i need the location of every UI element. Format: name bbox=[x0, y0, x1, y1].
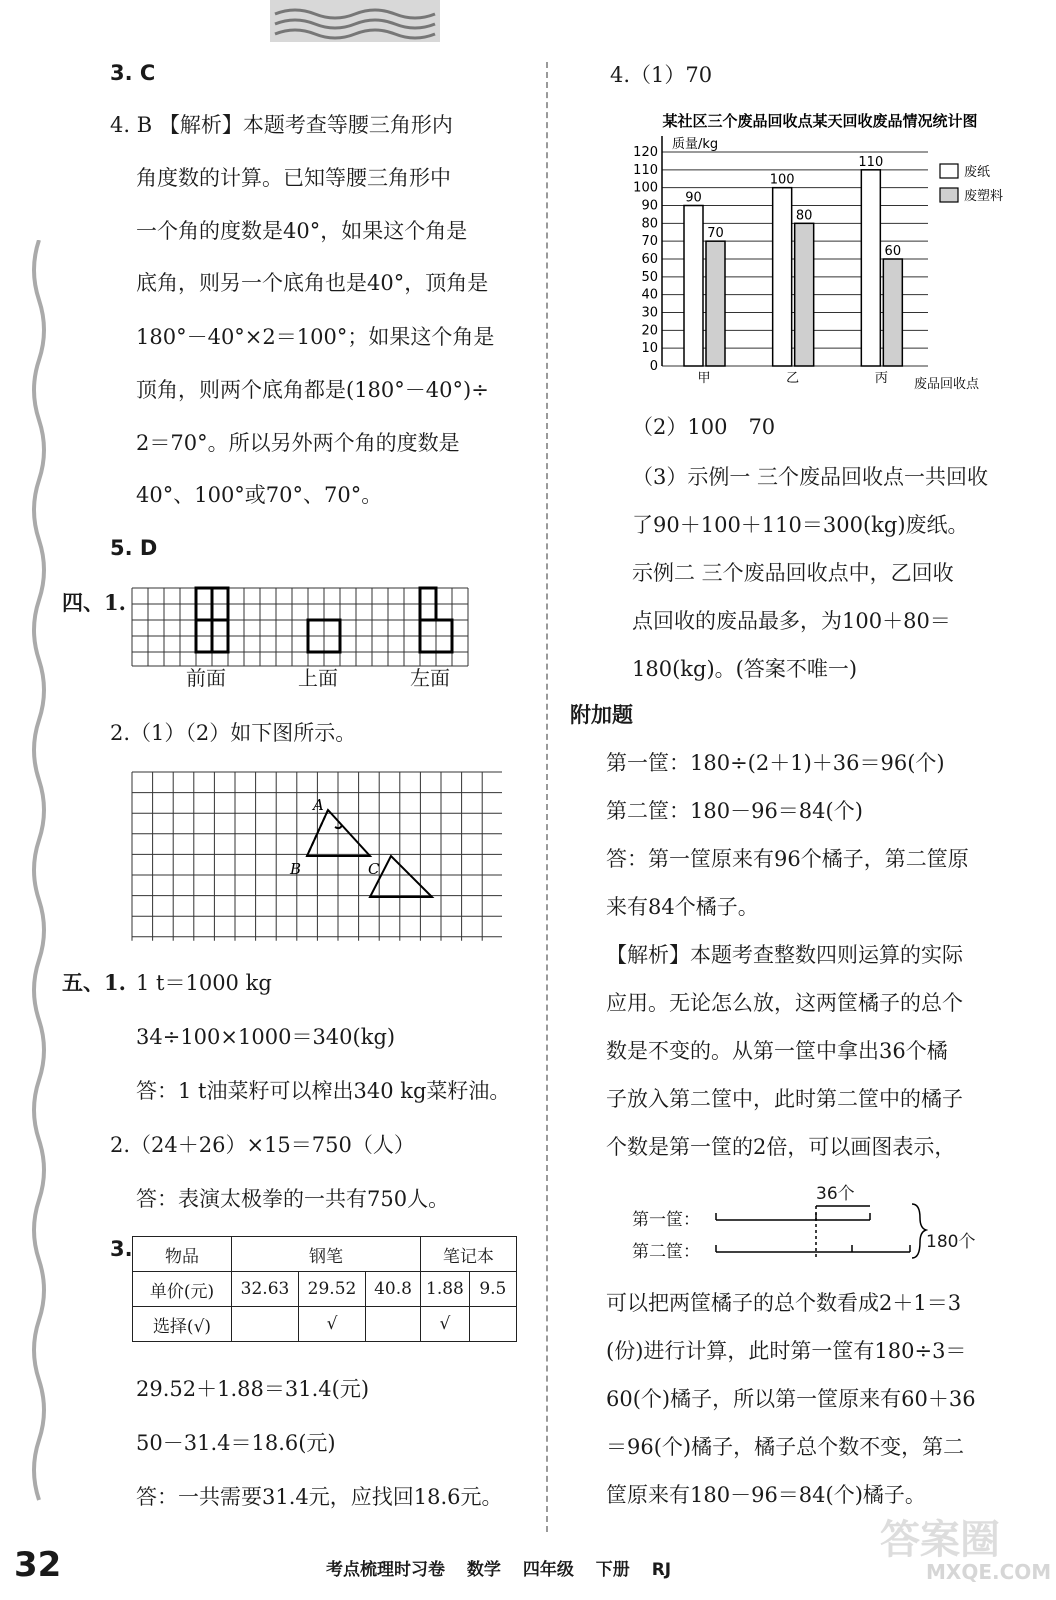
bonus-line: 第一筐：180÷(2＋1)＋36＝96(个) bbox=[606, 751, 945, 775]
x-category-label: 丙 bbox=[874, 371, 888, 386]
q4-line: 2＝70°。所以另外两个角的度数是 bbox=[136, 431, 460, 455]
table-row bbox=[133, 1307, 517, 1342]
bar-value-label: 110 bbox=[858, 154, 884, 170]
footer-edition: RJ bbox=[651, 1560, 672, 1580]
section5-label: 五、1. bbox=[62, 970, 126, 995]
sec5-q1-line: 答：1 t油菜籽可以榨出340 kg菜籽油。 bbox=[136, 1079, 511, 1103]
sec5-q3-line: 50－31.4＝18.6(元) bbox=[136, 1431, 336, 1455]
view-label-top: 上面 bbox=[298, 666, 338, 690]
y-tick-label: 10 bbox=[641, 341, 658, 357]
right-q4-1: 4.（1）70 bbox=[610, 63, 713, 87]
footer-info bbox=[326, 1555, 687, 1580]
footer-book: 考点梳理时习卷 bbox=[326, 1560, 445, 1580]
chart-ylabel: 质量/kg bbox=[672, 137, 719, 152]
three-views-grid bbox=[130, 586, 470, 668]
sec5-q3-line: 29.52＋1.88＝31.4(元) bbox=[136, 1377, 370, 1401]
q4-line: 顶角，则两个底角都是(180°－40°)÷ bbox=[136, 378, 489, 402]
x-category-label: 乙 bbox=[786, 371, 800, 386]
bonus-line2: (份)进行计算，此时第一筐有180÷3＝ bbox=[606, 1339, 967, 1363]
bar-废塑料 bbox=[706, 241, 725, 366]
table-header-cell: 物品 bbox=[133, 1237, 232, 1272]
price-table bbox=[132, 1236, 517, 1342]
bar-废纸 bbox=[684, 206, 703, 367]
table-cell: 单价(元) bbox=[133, 1272, 232, 1307]
bar-废纸 bbox=[861, 170, 880, 366]
bar-value-label: 80 bbox=[795, 208, 813, 224]
margin-squiggle-decoration bbox=[24, 240, 54, 1520]
y-tick-label: 0 bbox=[649, 359, 658, 374]
diagram-36-label: 36个 bbox=[816, 1184, 855, 1204]
sec5-q2-line: 答：表演太极拳的一共有750人。 bbox=[136, 1187, 450, 1211]
chart-xlabel: 废品回收点 bbox=[914, 377, 980, 392]
table-cell: 40.8 bbox=[366, 1272, 421, 1307]
right-q4-2: （2）100 70 bbox=[632, 415, 776, 439]
bonus-line: 【解析】本题考查整数四则运算的实际 bbox=[606, 943, 963, 967]
y-tick-label: 120 bbox=[633, 145, 658, 160]
table-cell: 9.5 bbox=[469, 1272, 516, 1307]
y-tick-label: 100 bbox=[633, 180, 658, 196]
y-tick-label: 90 bbox=[641, 198, 658, 214]
section4-q2: 2.（1）（2）如下图所示。 bbox=[110, 721, 357, 745]
bonus-line2: 可以把两筐橘子的总个数看成2＋1＝3 bbox=[606, 1291, 962, 1315]
bar-value-label: 70 bbox=[707, 226, 724, 242]
y-tick-label: 60 bbox=[641, 252, 658, 267]
bar-value-label: 100 bbox=[769, 172, 795, 188]
table-cell bbox=[366, 1307, 421, 1342]
y-tick-label: 70 bbox=[641, 234, 658, 250]
y-tick-label: 50 bbox=[641, 269, 658, 285]
q4-line: 4. B 【解析】本题考查等腰三角形内 bbox=[110, 113, 453, 137]
bonus-line2: 60(个)橘子，所以第一筐原来有60＋36 bbox=[606, 1387, 976, 1411]
sec5-q3-line: 答：一共需要31.4元，应找回18.6元。 bbox=[136, 1485, 503, 1509]
table-cell: √ bbox=[421, 1307, 470, 1342]
table-header-cell: 笔记本 bbox=[421, 1237, 517, 1272]
legend-label: 废塑料 bbox=[964, 189, 1004, 204]
top-wave-decoration bbox=[270, 0, 440, 42]
q4-line: 180°－40°×2＝100°；如果这个角是 bbox=[136, 325, 495, 349]
view-label-front: 前面 bbox=[186, 666, 226, 690]
legend-swatch bbox=[940, 188, 958, 202]
bar-废塑料 bbox=[883, 259, 902, 366]
bar-废塑料 bbox=[795, 223, 814, 366]
diagram-basket2-label: 第二筐： bbox=[632, 1242, 700, 1262]
bonus-line: 来有84个橘子。 bbox=[606, 895, 759, 919]
x-category-label: 甲 bbox=[697, 371, 711, 386]
bonus-line: 数是不变的。从第一筐中拿出36个橘 bbox=[606, 1039, 948, 1063]
bonus-line: 应用。无论怎么放，这两筐橘子的总个 bbox=[606, 991, 963, 1015]
y-tick-label: 40 bbox=[641, 287, 658, 303]
table-cell bbox=[469, 1307, 516, 1342]
q4-line: 一个角的度数是40°，如果这个角是 bbox=[136, 219, 468, 243]
table-cell: 选择(√) bbox=[133, 1307, 232, 1342]
bar-value-label: 60 bbox=[884, 244, 902, 259]
view-label-left: 左面 bbox=[410, 666, 450, 690]
answer-q5: 5. D bbox=[110, 536, 158, 560]
right-q4-3-line: 180(kg)。(答案不唯一) bbox=[632, 657, 858, 681]
sec5-q1-line: 1 t＝1000 kg bbox=[136, 971, 272, 995]
sec5-q2-line: 2.（24＋26）×15＝750（人） bbox=[110, 1133, 415, 1157]
bonus-title: 附加题 bbox=[570, 703, 633, 727]
footer-volume: 下册 bbox=[595, 1560, 630, 1580]
answer-q3: 3. C bbox=[110, 61, 156, 85]
table-cell: 29.52 bbox=[299, 1272, 366, 1307]
footer-subject: 数学 bbox=[466, 1560, 501, 1580]
section4-label: 四、1. bbox=[62, 590, 126, 615]
vertex-a: A bbox=[313, 796, 324, 814]
bar-废纸 bbox=[773, 188, 792, 366]
table-row bbox=[133, 1237, 517, 1272]
bonus-line: 子放入第二筐中，此时第二筐中的橘子 bbox=[606, 1087, 963, 1111]
y-tick-label: 110 bbox=[633, 162, 658, 178]
chart-title: 某社区三个废品回收点某天回收废品情况统计图 bbox=[662, 112, 978, 130]
bonus-line2: 筐原来有180－96＝84(个)橘子。 bbox=[606, 1483, 926, 1507]
bonus-line2: ＝96(个)橘子，橘子总个数不变，第二 bbox=[606, 1435, 965, 1459]
sec5-q3-label: 3. bbox=[110, 1237, 133, 1261]
legend-label: 废纸 bbox=[964, 165, 991, 180]
table-cell: √ bbox=[299, 1307, 366, 1342]
right-q4-3-line: 示例二 三个废品回收点中，乙回收 bbox=[632, 561, 954, 585]
table-row bbox=[133, 1272, 517, 1307]
table-cell bbox=[232, 1307, 299, 1342]
bonus-line: 答：第一筐原来有96个橘子，第二筐原 bbox=[606, 847, 969, 871]
q4-line: 角度数的计算。已知等腰三角形中 bbox=[136, 166, 451, 190]
table-cell: 32.63 bbox=[232, 1272, 299, 1307]
q4-line: 40°、100°或70°、70°。 bbox=[136, 483, 383, 507]
watermark-logo: 答案圈 bbox=[880, 1517, 1000, 1563]
vertex-b: B bbox=[290, 860, 302, 878]
diagram-basket1-label: 第一筐： bbox=[632, 1210, 700, 1230]
legend-swatch bbox=[940, 164, 958, 178]
diagram-total-label: 180个 bbox=[926, 1232, 976, 1252]
triangle-grid bbox=[130, 770, 502, 944]
y-tick-label: 30 bbox=[641, 305, 658, 321]
footer-grade: 四年级 bbox=[522, 1560, 574, 1580]
vertex-c: C bbox=[368, 860, 380, 878]
watermark-url: MXQE.COM bbox=[926, 1560, 1052, 1584]
bar-chart bbox=[600, 108, 1040, 398]
sec5-q1-line: 34÷100×1000＝340(kg) bbox=[136, 1025, 396, 1049]
right-q4-3-line: （3）示例一 三个废品回收点一共回收 bbox=[632, 465, 989, 489]
page-number: 32 bbox=[14, 1545, 62, 1585]
y-tick-label: 20 bbox=[641, 323, 658, 339]
table-cell: 1.88 bbox=[421, 1272, 470, 1307]
table-header-cell: 钢笔 bbox=[232, 1237, 421, 1272]
bonus-line: 第二筐：180－96＝84(个) bbox=[606, 799, 863, 823]
bonus-line: 个数是第一筐的2倍，可以画图表示， bbox=[606, 1135, 956, 1159]
right-q4-3-line: 了90＋100＋110＝300(kg)废纸。 bbox=[632, 513, 969, 537]
segment-diagram bbox=[710, 1200, 928, 1264]
y-tick-label: 80 bbox=[641, 216, 658, 232]
q4-line: 底角，则另一个底角也是40°，顶角是 bbox=[136, 271, 489, 295]
column-divider bbox=[546, 62, 548, 1532]
right-q4-3-line: 点回收的废品最多，为100＋80＝ bbox=[632, 609, 951, 633]
bar-value-label: 90 bbox=[685, 190, 702, 206]
